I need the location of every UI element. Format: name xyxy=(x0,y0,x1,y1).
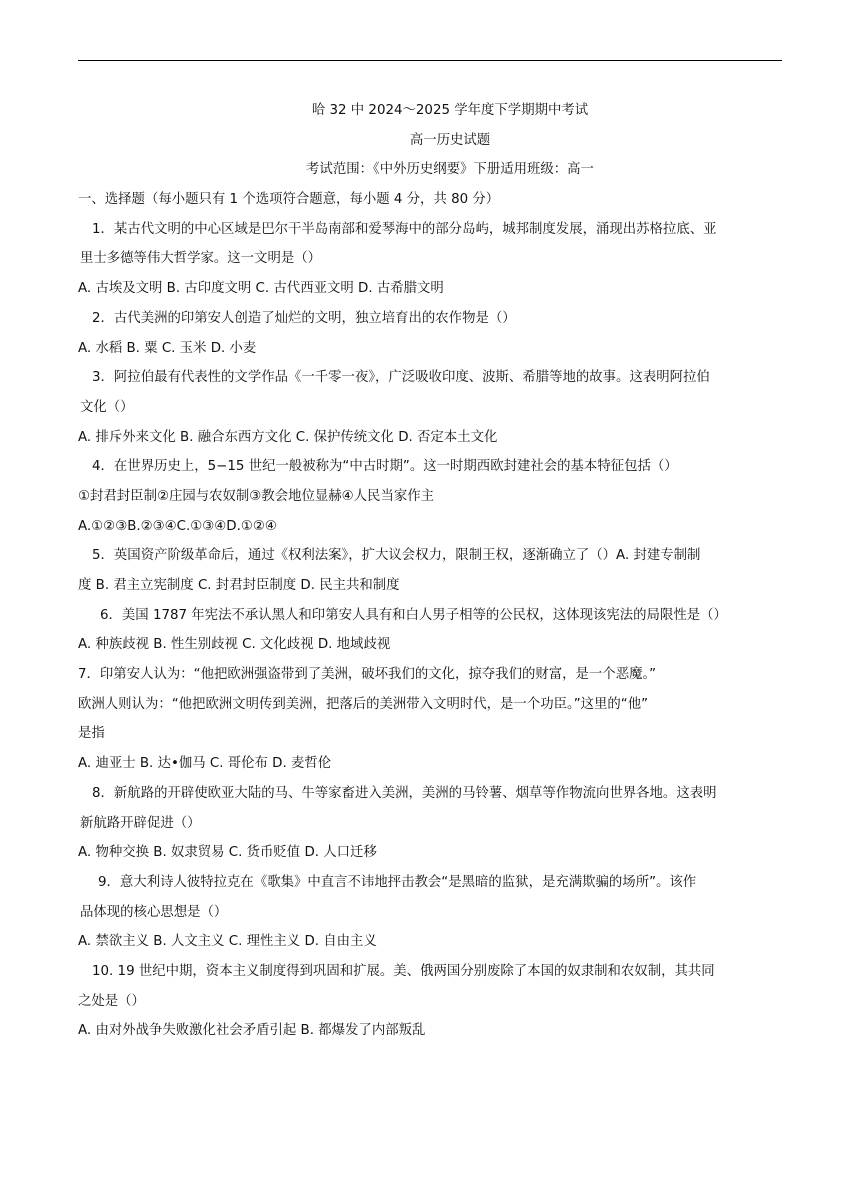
question-8-stem: 8．新航路的开辟使欧亚大陆的马、牛等家畜进入美洲，美洲的马铃薯、烟草等作物流向世界各地。这表明 xyxy=(92,785,717,801)
exam-page xyxy=(78,96,786,1046)
question-2-options: A. 水稻 B. 粟 C. 玉米 D. 小麦 xyxy=(78,340,257,356)
question-3-stem-cont: 文化（） xyxy=(80,399,134,415)
exam-subtitle: 高一历史试题 xyxy=(409,132,491,148)
question-10-options: A. 由对外战争失败激化社会矛盾引起 B. 都爆发了内部叛乱 xyxy=(78,1023,426,1039)
question-6-options: A. 种族歧视 B. 性生别歧视 C. 文化歧视 D. 地域歧视 xyxy=(78,637,391,653)
question-1-stem-cont: 里士多德等伟大哲学家。这一文明是（） xyxy=(80,251,322,267)
exam-title: 哈 32 中 2024～2025 学年度下学期期中考试 xyxy=(311,103,589,118)
question-3-stem: 3．阿拉伯最有代表性的文学作品《一千零一夜》，广泛吸收印度、波斯、希腊等地的故事。这表明阿拉伯 xyxy=(92,370,710,386)
question-8-options: A. 物种交换 B. 奴隶贸易 C. 货币贬值 D. 人口迁移 xyxy=(78,845,377,861)
question-7-stem: 7．印第安人认为：“他把欧洲强盗带到了美洲，破坏我们的文化，掠夺我们的财富，是一个恶魔。” xyxy=(78,667,657,683)
section-heading: 一、选择题（每小题只有 1 个选项符合题意，每小题 4 分，共 80 分） xyxy=(78,192,500,208)
question-4-items: ①封君封臣制②庄园与农奴制③教会地位显赫④人民当家作主 xyxy=(78,488,435,504)
question-4-options: A.①②③B.②③④C.①③④D.①②④ xyxy=(78,518,277,534)
question-7-options: A. 迪亚士 B. 达•伽马 C. 哥伦布 D. 麦哲伦 xyxy=(78,756,332,772)
question-10-stem: 10. 19 世纪中期，资本主义制度得到巩固和扩展。美、俄两国分别废除了本国的奴隶制和农奴制，其共同 xyxy=(92,963,715,979)
question-9-options: A. 禁欲主义 B. 人文主义 C. 理性主义 D. 自由主义 xyxy=(78,934,377,950)
question-9-stem: 9．意大利诗人彼特拉克在《歌集》中直言不讳地抨击教会“是黑暗的监狱，是充满欺骗的场所”。该作 xyxy=(98,874,697,890)
question-1-stem: 1．某古代文明的中心区域是巴尔干半岛南部和爱琴海中的部分岛屿，城邦制度发展，涌现出苏格拉底、亚 xyxy=(92,221,717,237)
question-1-options: A. 古埃及文明 B. 古印度文明 C. 古代西亚文明 D. 古希腊文明 xyxy=(78,281,444,297)
question-5-options: 度 B. 君主立宪制度 C. 封君封臣制度 D. 民主共和制度 xyxy=(78,578,400,593)
question-5-stem: 5．英国资产阶级革命后，通过《权利法案》，扩大议会权力，限制王权，逐渐确立了（）A. 封建专制制 xyxy=(92,548,701,564)
exam-scope: 考试范围：《中外历史纲要》下册适用班级：高一 xyxy=(306,162,594,178)
question-7-stem-end: 是指 xyxy=(78,726,105,742)
question-7-stem-cont: 欧洲人则认为：“他把欧洲文明传到美洲，把落后的美洲带入文明时代，是一个功臣。”这里的“他” xyxy=(78,696,649,712)
question-3-options: A. 排斥外来文化 B. 融合东西方文化 C. 保护传统文化 D. 否定本土文化 xyxy=(78,429,498,445)
question-6-stem: 6．美国 1787 年宪法不承认黑人和印第安人具有和白人男子相等的公民权，这体现该宪法的局限性是（） xyxy=(100,607,727,623)
question-4-stem: 4．在世界历史上，5−15 世纪一般被称为“中古时期”。这一时期西欧封建社会的基本特征包括（） xyxy=(92,459,678,475)
question-9-stem-cont: 品体现的核心思想是（） xyxy=(80,904,228,920)
question-8-stem-cont: 新航路开辟促进（） xyxy=(80,815,201,831)
header-rule xyxy=(78,60,782,61)
question-10-stem-cont: 之处是（） xyxy=(78,993,145,1009)
question-2-stem: 2．古代美洲的印第安人创造了灿烂的文明，独立培育出的农作物是（） xyxy=(92,310,516,326)
